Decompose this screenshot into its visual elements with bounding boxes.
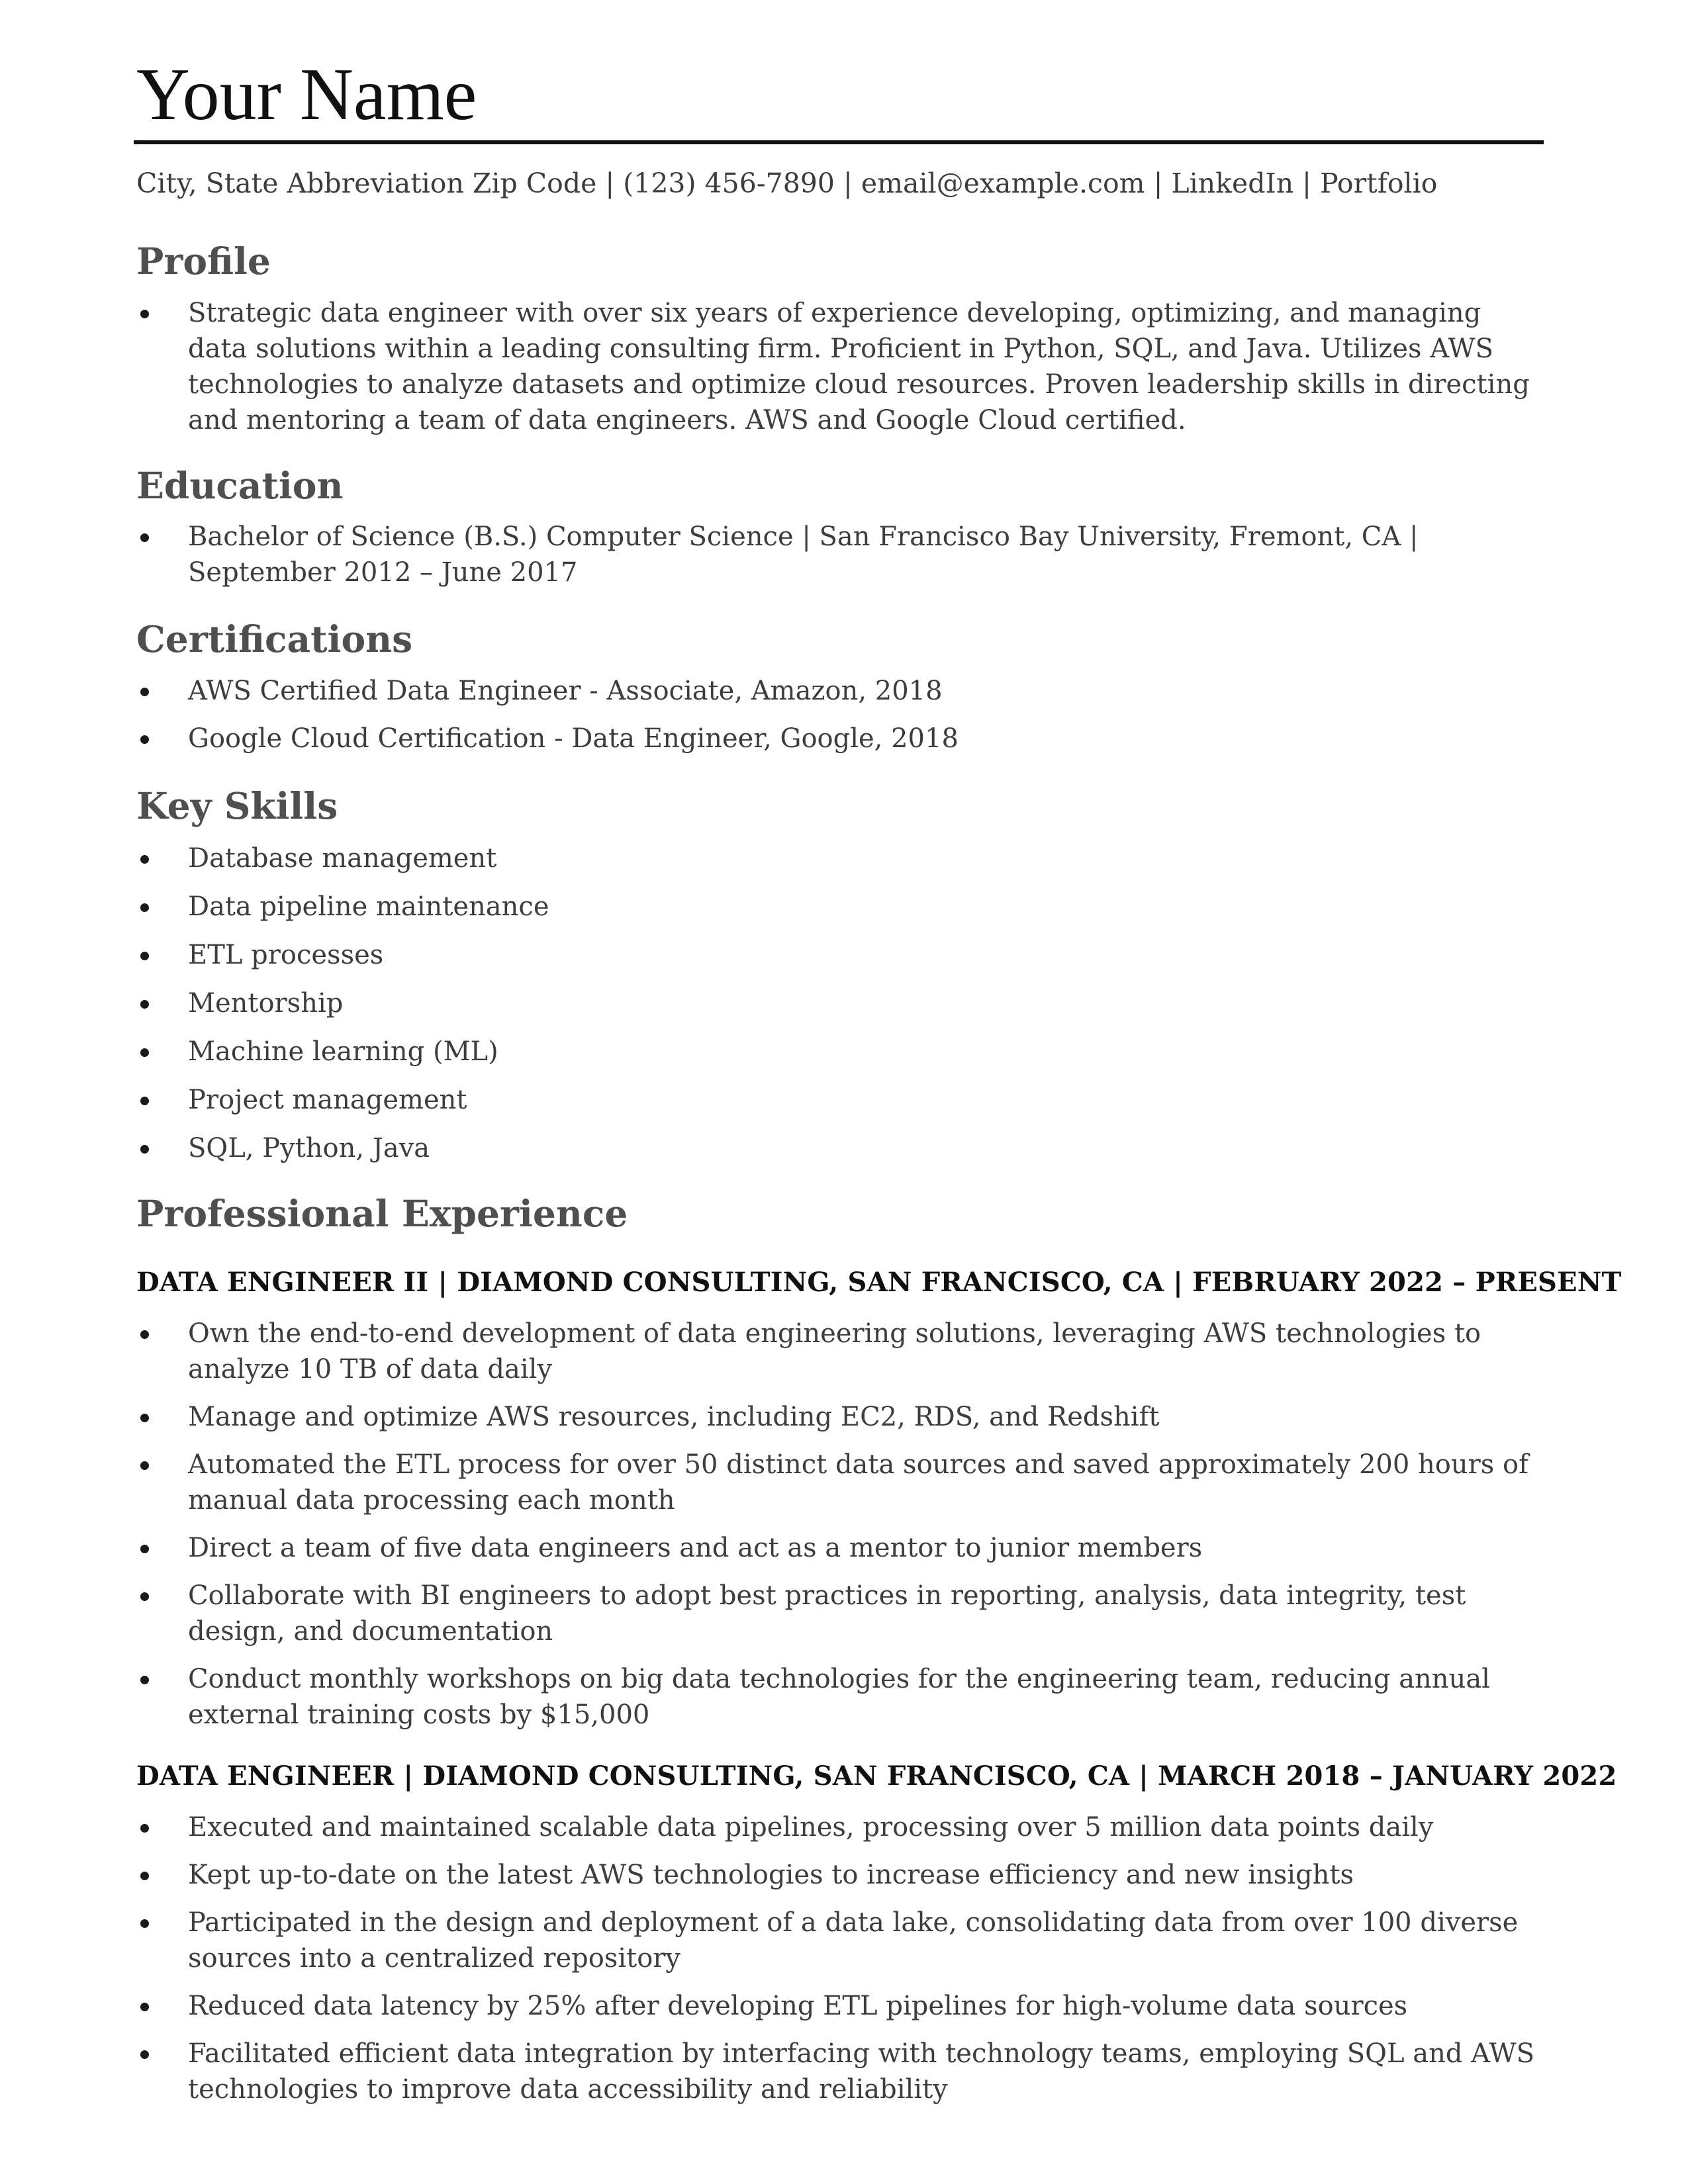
list-item-text: Kept up-to-date on the latest AWS technologies to increase efficiency and new insights bbox=[188, 1860, 1354, 1890]
list-item-text: ETL processes bbox=[188, 940, 384, 970]
list-item-text: Database management bbox=[188, 843, 497, 874]
list-item bbox=[136, 721, 1546, 756]
profile-heading: Profile bbox=[136, 240, 271, 283]
bullet-icon bbox=[140, 1461, 149, 1470]
bullet-icon bbox=[140, 688, 149, 696]
bullet-icon bbox=[140, 855, 149, 864]
bullet-icon bbox=[140, 1676, 149, 1684]
job-bullets bbox=[136, 1809, 1546, 2119]
list-item-text: Executed and maintained scalable data pipelines, processing over 5 million data points daily bbox=[188, 1812, 1434, 1843]
list-item bbox=[136, 1399, 1546, 1435]
list-item-text: Strategic data engineer with over six years of experience developing, optimizing, and managing data solutions within a leading consulting firm. Proficient in Python, SQL, and Java. Utilizes AWS technologies to analyze datasets and optimize cloud resources. Proven leadership skills in directing and mentoring a team of data engineers. AWS and Google Cloud certified. bbox=[188, 298, 1530, 435]
list-item bbox=[136, 889, 1546, 925]
list-item bbox=[136, 1661, 1546, 1733]
list-item-text: Facilitated efficient data integration by interfacing with technology teams, employing SQL and AWS technologies to improve data accessibility and reliability bbox=[188, 2038, 1534, 2105]
job-bullets bbox=[136, 1316, 1546, 1745]
bullet-icon bbox=[140, 735, 149, 744]
bullet-icon bbox=[140, 952, 149, 960]
list-item bbox=[136, 295, 1546, 438]
list-item-text: Direct a team of five data engineers and act as a mentor to junior members bbox=[188, 1533, 1203, 1563]
bullet-icon bbox=[140, 2003, 149, 2011]
bullet-icon bbox=[140, 1592, 149, 1601]
job-title: DATA ENGINEER | DIAMOND CONSULTING, SAN FRANCISCO, CA | MARCH 2018 – JANUARY 2022 bbox=[136, 1760, 1617, 1792]
list-item bbox=[136, 1905, 1546, 1976]
list-item bbox=[136, 1988, 1546, 2024]
list-item-text: Conduct monthly workshops on big data technologies for the engineering team, reducing annual external training costs by $15,000 bbox=[188, 1664, 1490, 1730]
name-divider bbox=[134, 140, 1544, 144]
bullet-icon bbox=[140, 1097, 149, 1105]
list-item-text: Data pipeline maintenance bbox=[188, 891, 549, 922]
bullet-icon bbox=[140, 2050, 149, 2059]
list-item bbox=[136, 985, 1546, 1021]
list-item bbox=[136, 2036, 1546, 2107]
list-item bbox=[136, 519, 1546, 590]
list-item-text: Bachelor of Science (B.S.) Computer Science | San Francisco Bay University, Fremont, CA | September 2012 – June 2017 bbox=[188, 522, 1419, 588]
list-item bbox=[136, 1447, 1546, 1518]
list-item-text: Automated the ETL process for over 50 distinct data sources and saved approximately 200 hours of manual data processing each month bbox=[188, 1449, 1528, 1516]
list-item bbox=[136, 673, 1546, 709]
bullet-icon bbox=[140, 1048, 149, 1057]
bullet-icon bbox=[140, 1000, 149, 1009]
job-title: DATA ENGINEER II | DIAMOND CONSULTING, SAN FRANCISCO, CA | FEBRUARY 2022 – PRESENT bbox=[136, 1267, 1622, 1298]
list-item bbox=[136, 1130, 1546, 1166]
list-item-text: Own the end-to-end development of data engineering solutions, leveraging AWS technologies to analyze 10 TB of data daily bbox=[188, 1318, 1481, 1385]
list-item bbox=[136, 1082, 1546, 1118]
list-item-text: Machine learning (ML) bbox=[188, 1036, 498, 1067]
profile-list bbox=[136, 295, 1546, 450]
certifications-list bbox=[136, 673, 1546, 768]
list-item-text: AWS Certified Data Engineer - Associate, Amazon, 2018 bbox=[188, 676, 943, 706]
bullet-icon bbox=[140, 1145, 149, 1154]
list-item-text: Google Cloud Certification - Data Engineer, Google, 2018 bbox=[188, 723, 959, 754]
bullet-icon bbox=[140, 1872, 149, 1880]
list-item-text: Collaborate with BI engineers to adopt best practices in reporting, analysis, data integrity, test design, and documentation bbox=[188, 1580, 1466, 1647]
list-item-text: Reduced data latency by 25% after developing ETL pipelines for high-volume data sources bbox=[188, 1991, 1408, 2021]
list-item bbox=[136, 1809, 1546, 1845]
education-heading: Education bbox=[136, 464, 344, 507]
list-item bbox=[136, 1857, 1546, 1893]
list-item-text: SQL, Python, Java bbox=[188, 1133, 430, 1163]
list-item-text: Manage and optimize AWS resources, including EC2, RDS, and Redshift bbox=[188, 1402, 1160, 1432]
list-item bbox=[136, 1530, 1546, 1566]
list-item bbox=[136, 1578, 1546, 1649]
bullet-icon bbox=[140, 1545, 149, 1553]
resume-name: Your Name bbox=[136, 54, 477, 136]
bullet-icon bbox=[140, 1330, 149, 1339]
list-item bbox=[136, 937, 1546, 973]
skills-heading: Key Skills bbox=[136, 784, 338, 827]
bullet-icon bbox=[140, 903, 149, 912]
education-list bbox=[136, 519, 1546, 602]
list-item bbox=[136, 1034, 1546, 1069]
certifications-heading: Certifications bbox=[136, 617, 413, 660]
bullet-icon bbox=[140, 1414, 149, 1422]
list-item-text: Project management bbox=[188, 1085, 467, 1115]
list-item bbox=[136, 1316, 1546, 1387]
bullet-icon bbox=[140, 310, 149, 318]
bullet-icon bbox=[140, 1919, 149, 1928]
skills-list bbox=[136, 841, 1546, 1179]
contact-line: City, State Abbreviation Zip Code | (123) 456-7890 | email@example.com | LinkedIn | Portfolio bbox=[136, 167, 1438, 199]
bullet-icon bbox=[140, 1824, 149, 1833]
list-item-text: Participated in the design and deployment of a data lake, consolidating data from over 100 diverse sources into a centralized repository bbox=[188, 1907, 1519, 1974]
list-item-text: Mentorship bbox=[188, 988, 344, 1019]
experience-heading: Professional Experience bbox=[136, 1192, 628, 1235]
list-item bbox=[136, 841, 1546, 876]
bullet-icon bbox=[140, 533, 149, 542]
